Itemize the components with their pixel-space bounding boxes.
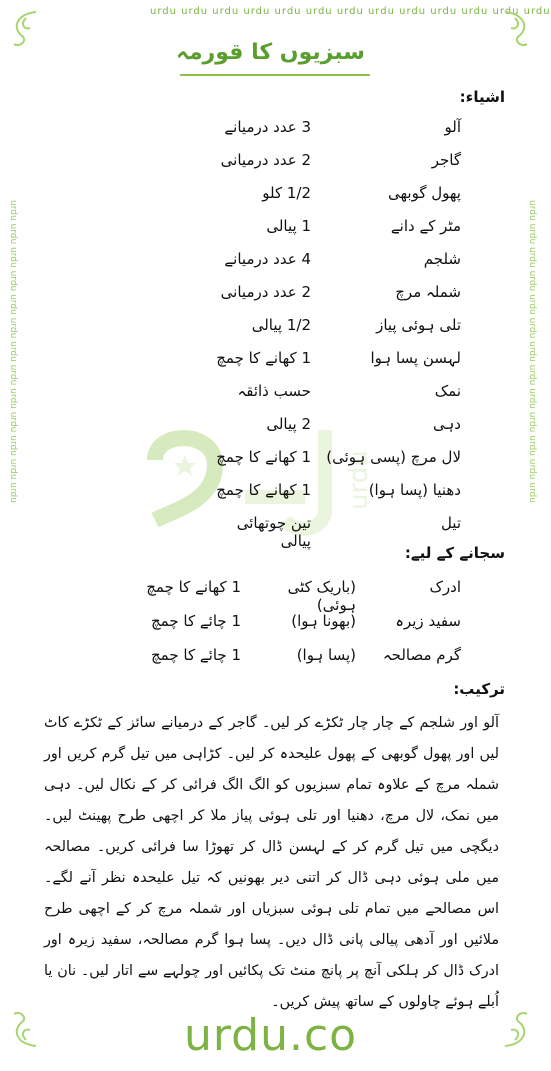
ingredient-name: مٹر کے دانے — [390, 217, 461, 235]
ingredient-row — [0, 250, 541, 278]
method-text: آلو اور شلجم کے چار چار ٹکڑے کر لیں۔ گاجر کے درمیانے سائز کے ٹکڑے کاٹ لیں اور پھول گوبھی کے پھول علیحدہ کر لیں۔ کڑاہی میں تیل گرم کریں اور شملہ مرچ کے علاوہ تمام سبزیوں کو الگ الگ فرائی کر کے نکال لیں۔ دہی میں نمک، لال مرچ، دھنیا اور تلی ہوئی پیاز ملا کر اچھی طرح پھینٹ لیں۔ دیگچی میں تیل گرم کر کے لہسن ڈال کر تھوڑا سا فرائی کریں۔ مصالحہ میں ملی ہوئی دہی ڈال کر اتنی دیر بھونیں کہ تیل علیحدہ نظر آنے لگے۔ اس مصالحے میں تمام تلی ہوئی سبزیاں اور شملہ مرچ کر کے اچھی طرح ملائیں اور آدھی پیالی پانی ڈال دیں۔ پسا ہوا گرم مصالحہ، سفید زیرہ اور ادرک ڈال کر ہلکی آنچ پر پانچ منٹ تک پکائیں اور چولہے سے اتار لیں۔ نان یا اُبلے ہوئے چاولوں کے ساتھ پیش کریں۔ — [44, 715, 499, 1010]
ingredient-row — [0, 448, 541, 476]
garnish-note: (پسا ہوا) — [296, 646, 356, 664]
ingredient-name: پھول گوبھی — [388, 184, 461, 202]
ingredient-row — [0, 283, 541, 311]
ingredient-name: نمک — [434, 382, 461, 400]
ingredients-heading: اشیاء: — [459, 88, 505, 106]
ingredient-name: تلی ہوئی پیاز — [376, 316, 461, 334]
garnish-qty: 1 کھانے کا چمچ — [146, 578, 241, 596]
svg-text:urdu: urdu — [344, 450, 374, 510]
garnish-row — [0, 646, 541, 674]
site-logo[interactable]: urdu.co — [183, 1010, 358, 1061]
ingredient-name: شملہ مرچ — [395, 283, 461, 301]
ingredient-qty: 1 پیالی — [266, 217, 311, 235]
ingredient-row — [0, 481, 541, 509]
ingredient-row — [0, 118, 541, 146]
ingredient-name: تیل — [440, 514, 461, 532]
ingredient-row — [0, 382, 541, 410]
ingredient-row — [0, 217, 541, 245]
ingredient-row — [0, 349, 541, 377]
garnish-note: (بھونا ہوا) — [291, 612, 356, 630]
garnish-name: ادرک — [429, 578, 461, 596]
ingredient-qty: حسب ذائقہ — [237, 382, 311, 400]
ingredient-qty: 3 عدد درمیانے — [224, 118, 311, 136]
ingredient-qty: 2 عدد درمیانی — [220, 151, 311, 169]
left-brand-band: urdu urdu urdu urdu urdu urdu urdu urdu urdu urdu urdu urdu urdu — [8, 200, 18, 503]
ingredient-qty: 1/2 پیالی — [251, 316, 311, 334]
ingredient-row — [0, 151, 541, 179]
method-heading: ترکیب: — [453, 680, 505, 698]
ingredient-name: دہی — [433, 415, 461, 433]
ingredient-qty: 1 کھانے کا چمچ — [216, 349, 311, 367]
ingredient-name: شلجم — [423, 250, 461, 268]
garnish-row — [0, 612, 541, 640]
ingredient-row — [0, 514, 541, 550]
garnish-name: گرم مصالحہ — [382, 646, 461, 664]
garnish-heading: سجانے کے لیے: — [404, 544, 505, 562]
ingredient-qty: 4 عدد درمیانے — [224, 250, 311, 268]
ingredient-qty: 1/2 کلو — [262, 184, 311, 202]
top-brand-band: urdu urdu urdu urdu urdu urdu urdu urdu urdu urdu urdu urdu urdu — [150, 6, 551, 17]
garnish-qty: 1 چائے کا چمچ — [151, 646, 241, 664]
recipe-title: سبزیوں کا قورمہ — [176, 40, 365, 65]
ingredient-qty: 2 عدد درمیانی — [220, 283, 311, 301]
ingredient-qty: 2 پیالی — [266, 415, 311, 433]
ingredient-row — [0, 415, 541, 443]
garnish-qty: 1 چائے کا چمچ — [151, 612, 241, 630]
ingredient-row — [0, 184, 541, 212]
ingredient-qty: 1 کھانے کا چمچ — [216, 448, 311, 466]
title-underline — [180, 74, 370, 76]
garnish-row — [0, 578, 541, 614]
garnish-name: سفید زیرہ — [395, 612, 461, 630]
ingredient-qty: 1 کھانے کا چمچ — [216, 481, 311, 499]
ingredient-name: دھنیا (پسا ہوا) — [368, 481, 461, 499]
right-brand-band: urdu urdu urdu urdu urdu urdu urdu urdu urdu urdu urdu urdu urdu — [527, 200, 537, 503]
garnish-note: (باریک کٹی ہوئی) — [287, 578, 356, 614]
ingredient-name: گاجر — [431, 151, 461, 169]
ingredient-name: آلو — [444, 118, 461, 136]
ingredient-name: لہسن پسا ہوا — [370, 349, 461, 367]
ingredient-row — [0, 316, 541, 344]
ingredient-name: لال مرچ (پسی ہوئی) — [326, 448, 461, 466]
ingredient-qty: تین چوتھائی پیالی — [236, 514, 311, 550]
